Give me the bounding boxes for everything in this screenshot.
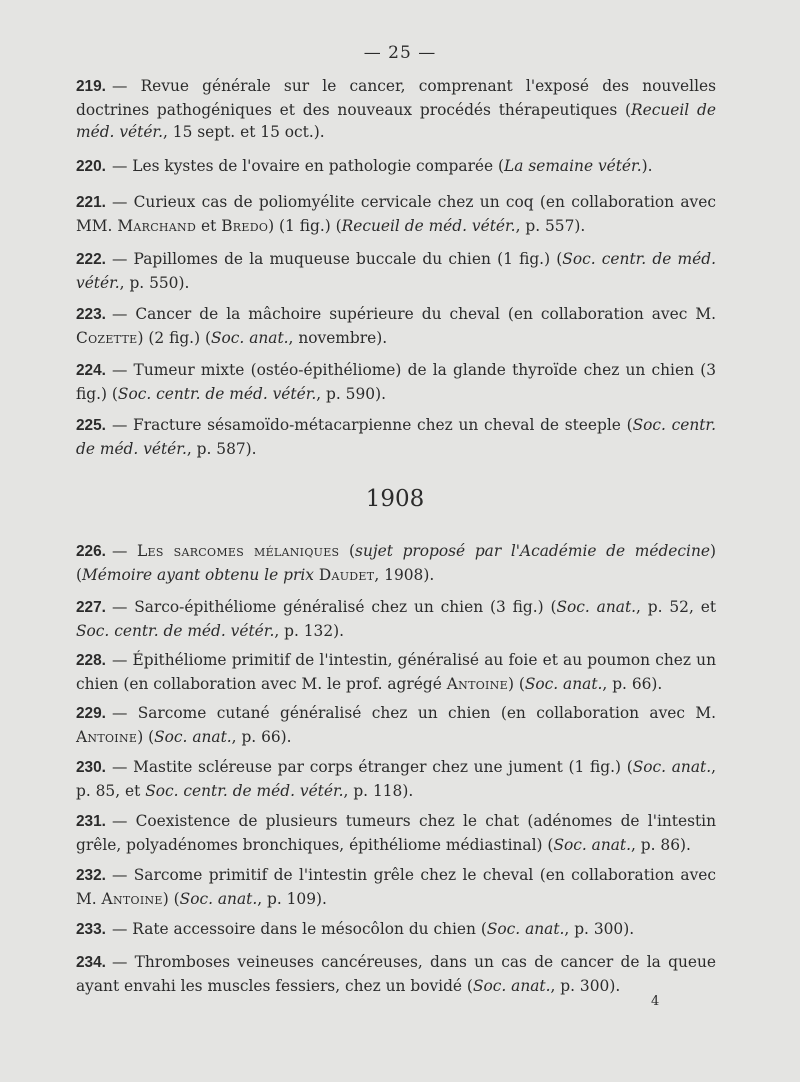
entry-number: 233. bbox=[76, 921, 106, 938]
list-item bbox=[76, 155, 716, 179]
entry-tail: , p. 557). bbox=[515, 216, 586, 235]
entry-text: — Curieux cas de poliomyélite cervicale chez un coq (en collaboration avec MM. bbox=[76, 193, 716, 235]
journal: Soc. centr. de méd. vétér. bbox=[145, 781, 344, 800]
entry-number: 231. bbox=[76, 813, 106, 830]
list-item bbox=[76, 918, 716, 942]
list-item bbox=[76, 248, 716, 294]
entry-tail: , p. 118). bbox=[343, 781, 414, 800]
journal: Soc. anat. bbox=[632, 758, 712, 776]
entry-text: — Revue générale sur le cancer, comprenant l'exposé des nouvelles doctrines pathogéniques et des nouveaux procédés thérapeutiques ( bbox=[76, 77, 716, 119]
entry-text: et bbox=[196, 216, 222, 235]
list-item bbox=[76, 756, 716, 802]
list-item bbox=[76, 359, 716, 405]
journal: Soc. centr. de méd. vétér. bbox=[76, 416, 716, 458]
entry-text: ) (1 fig.) ( bbox=[268, 216, 342, 235]
entry-tail: , p. 300). bbox=[564, 920, 635, 938]
author-name: Bredo bbox=[221, 216, 269, 235]
entry-tail: , p. 550). bbox=[119, 273, 190, 292]
entry-text: — Sarcome primitif de l'intestin grêle chez le cheval (en collaboration avec M. bbox=[76, 866, 716, 908]
entry-text: — Coexistence de plusieurs tumeurs chez le chat (adénomes de l'intestin grêle, polyadénomes bronchiques, épithéliome médiastinal) ( bbox=[76, 812, 716, 854]
entry-number: 229. bbox=[76, 705, 106, 722]
journal: Soc. anat. bbox=[486, 920, 565, 938]
author-name: Daudet bbox=[318, 565, 375, 584]
journal: Mémoire ayant obtenu le prix bbox=[82, 565, 314, 584]
entry-number: 234. bbox=[76, 954, 106, 971]
journal: Soc. anat. bbox=[179, 889, 258, 908]
journal: Soc. anat. bbox=[524, 674, 603, 693]
entry-text: — Fracture sésamoïdo-métacarpienne chez un cheval de steeple ( bbox=[111, 416, 633, 434]
list-item bbox=[76, 702, 716, 748]
entry-number: 226. bbox=[76, 543, 106, 560]
entry-number: 228. bbox=[76, 652, 106, 669]
entry-text: — Papillomes de la muqueuse buccale du chien (1 fig.) ( bbox=[111, 250, 563, 268]
list-item bbox=[76, 414, 716, 460]
list-item bbox=[76, 864, 716, 910]
journal: Soc. anat. bbox=[472, 976, 551, 995]
list-item bbox=[76, 191, 716, 237]
entry-number: 223. bbox=[76, 306, 106, 323]
journal: Soc. anat. bbox=[210, 328, 289, 347]
entry-text: — Thromboses veineuses cancéreuses, dans un cas de cancer de la queue ayant envahi les muscles fessiers, chez un bovidé ( bbox=[76, 953, 716, 995]
entry-text: ) ( bbox=[507, 674, 525, 693]
journal: La semaine vétér. bbox=[504, 157, 642, 175]
page-number: — 25 — bbox=[363, 43, 437, 63]
entry-number: 230. bbox=[76, 759, 106, 776]
author-name: Antoine bbox=[101, 889, 163, 908]
entry-tail: , novembre). bbox=[288, 328, 388, 347]
journal: Recueil de méd. vétér. bbox=[341, 216, 516, 235]
entry-tail: , p. 66). bbox=[231, 727, 292, 746]
journal: Recueil de méd. vétér. bbox=[76, 100, 716, 141]
list-item bbox=[76, 649, 716, 695]
entry-tail: , p. 300). bbox=[550, 976, 621, 995]
list-item bbox=[76, 303, 716, 349]
journal: Soc. centr. de méd. vétér. bbox=[76, 621, 275, 640]
author-name: Antoine bbox=[446, 674, 508, 693]
signature-mark: 4 bbox=[651, 994, 660, 1009]
entry-tail: ). bbox=[641, 157, 653, 175]
entry-text: ) ( bbox=[162, 889, 180, 908]
entry-title: Les sarcomes mélaniques bbox=[137, 542, 340, 560]
entry-text: — Mastite scléreuse par corps étranger chez une jument (1 fig.) ( bbox=[111, 758, 633, 776]
list-item bbox=[76, 596, 716, 642]
entry-text: — Cancer de la mâchoire supérieure du cheval (en collaboration avec M. bbox=[111, 305, 716, 323]
entry-text: ) (2 fig.) ( bbox=[137, 328, 211, 347]
entry-text: — Tumeur mixte (ostéo-épithéliome) de la glande thyroïde chez un chien (3 fig.) ( bbox=[76, 361, 716, 403]
entry-text: , p. 52, et bbox=[636, 598, 717, 616]
entry-tail: , p. 590). bbox=[316, 384, 386, 403]
entry-number: 222. bbox=[76, 251, 106, 268]
entry-text: — Sarco-épithéliome généralisé chez un chien (3 fig.) ( bbox=[111, 598, 557, 616]
entry-number: 227. bbox=[76, 599, 106, 616]
entry-text: — Sarcome cutané généralisé chez un chien (en collaboration avec M. bbox=[111, 704, 716, 722]
entry-number: 224. bbox=[76, 362, 106, 379]
author-name: Marchand bbox=[117, 216, 197, 235]
journal: Soc. centr. de méd. vétér. bbox=[76, 250, 716, 292]
list-item bbox=[76, 540, 716, 586]
entry-text: ( bbox=[339, 542, 356, 560]
journal: sujet proposé par l'Académie de médecine bbox=[355, 542, 710, 560]
author-name: Antoine bbox=[76, 727, 138, 746]
year-heading: 1908 bbox=[365, 486, 425, 512]
entry-number: 220. bbox=[76, 158, 106, 175]
entry-tail: , 15 sept. et 15 oct.). bbox=[163, 123, 325, 141]
entry-text: ) ( bbox=[76, 542, 716, 584]
entry-tail: , p. 132). bbox=[274, 621, 345, 640]
journal: Soc. anat. bbox=[154, 727, 232, 746]
journal: Soc. anat. bbox=[556, 598, 637, 616]
author-name: Cozette bbox=[76, 328, 138, 347]
entry-tail: , 1908). bbox=[374, 565, 435, 584]
entry-text: — Épithéliome primitif de l'intestin, généralisé au foie et au poumon chez un chien (en collaboration avec M. le prof. agrégé bbox=[76, 651, 716, 693]
list-item bbox=[76, 951, 716, 997]
journal: Soc. centr. de méd. vétér. bbox=[117, 384, 317, 403]
list-item bbox=[76, 810, 716, 856]
entry-text: — bbox=[111, 542, 138, 560]
list-item bbox=[76, 75, 716, 144]
entry-tail: , p. 66). bbox=[602, 674, 663, 693]
entry-text: — Rate accessoire dans le mésocôlon du chien ( bbox=[111, 920, 487, 938]
entry-text: , p. 85, et bbox=[76, 758, 716, 800]
entry-tail: , p. 86). bbox=[631, 835, 691, 854]
entry-text: ) ( bbox=[137, 727, 155, 746]
entry-number: 221. bbox=[76, 194, 106, 211]
entry-tail: , p. 109). bbox=[257, 889, 327, 908]
entry-tail: , p. 587). bbox=[186, 439, 257, 458]
entry-number: 225. bbox=[76, 417, 106, 434]
entry-number: 219. bbox=[76, 78, 106, 95]
journal: Soc. anat. bbox=[553, 835, 631, 854]
entry-text: — Les kystes de l'ovaire en pathologie comparée ( bbox=[111, 157, 505, 175]
entry-number: 232. bbox=[76, 867, 106, 884]
